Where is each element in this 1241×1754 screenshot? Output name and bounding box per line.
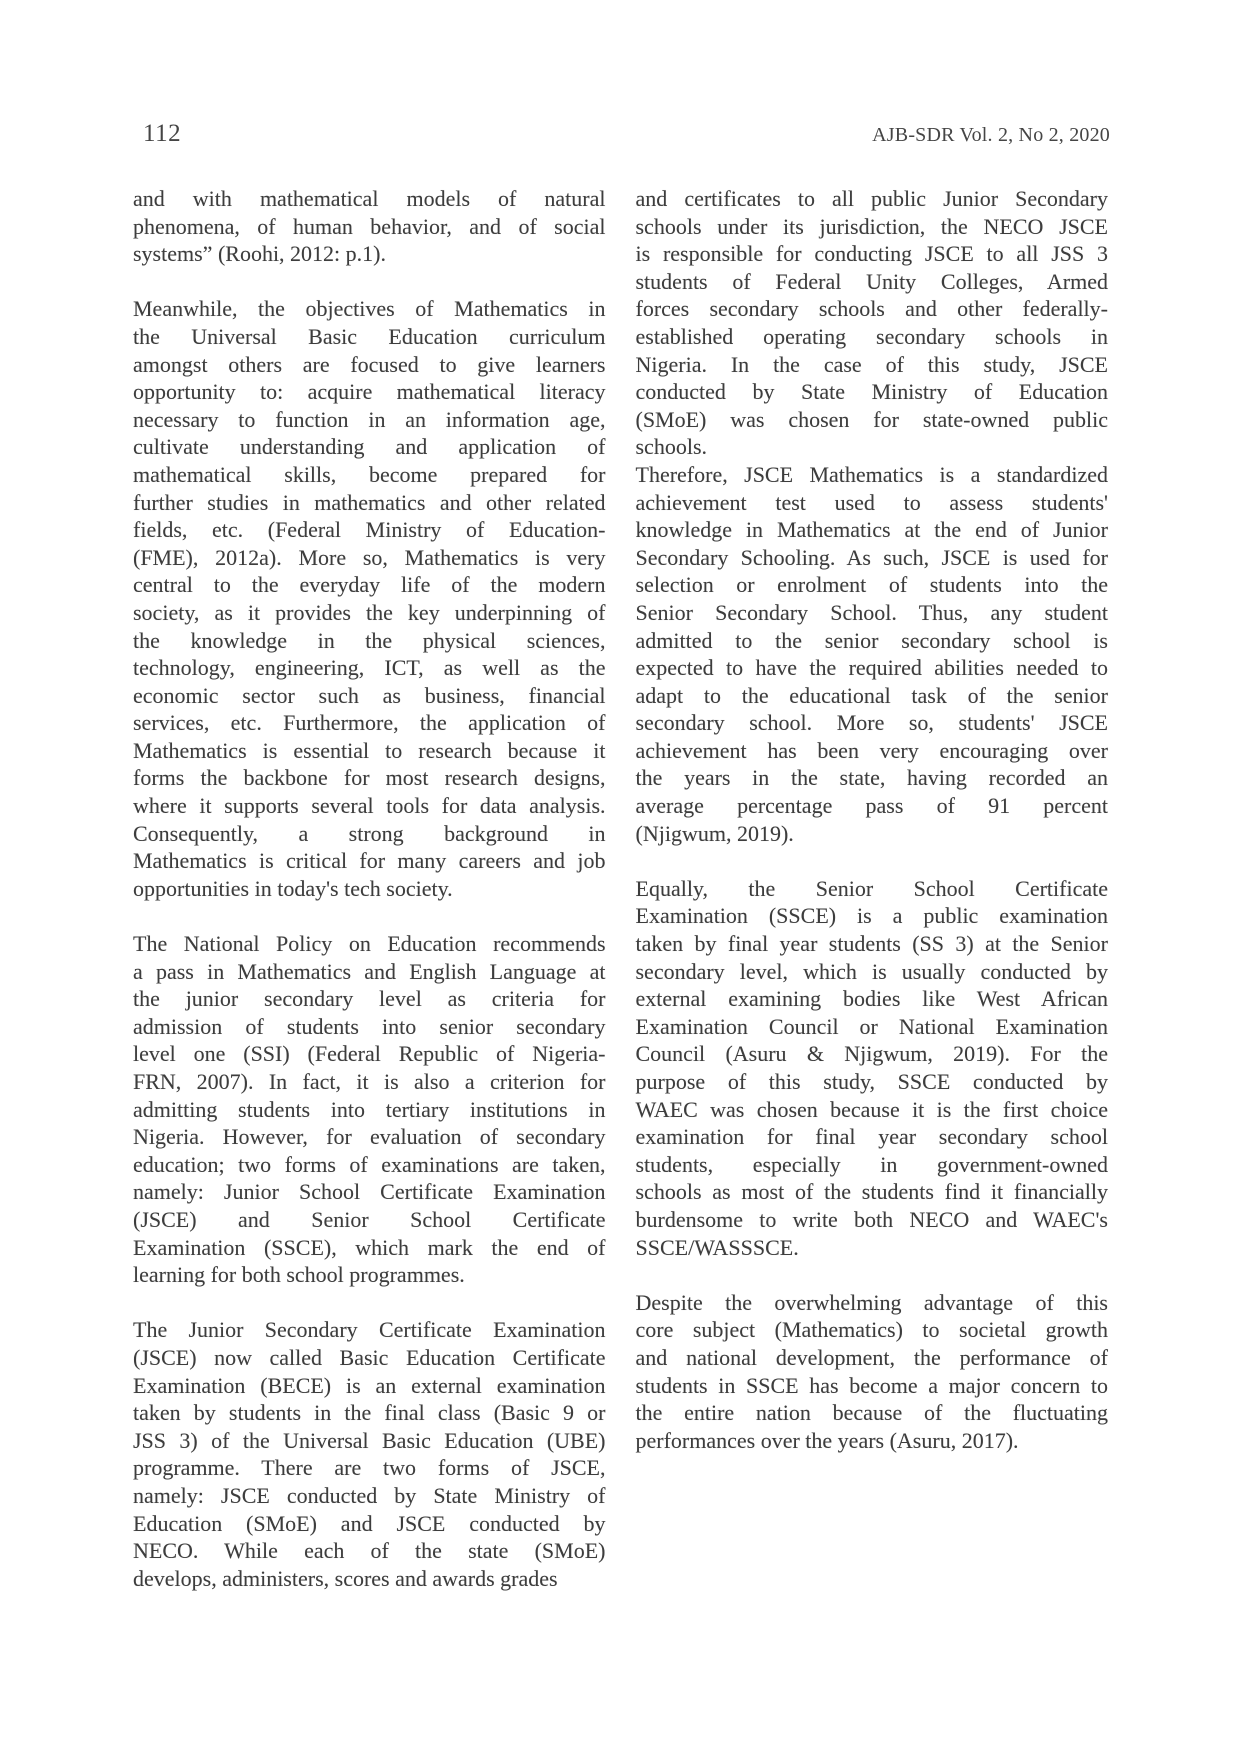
text-line: economic sector such as business, financial <box>133 682 606 708</box>
text-line: where it supports several tools for data analysis. <box>133 793 606 819</box>
text-line: schools under its jurisdiction, the NECO JSCE <box>635 213 1108 239</box>
text-line: achievement test used to assess students' <box>635 489 1108 515</box>
text-line: Council (Asuru & Njigwum, 2019). For the <box>635 1041 1108 1067</box>
text-line: admitted to the senior secondary school is <box>635 627 1108 653</box>
text-line: mathematical skills, become prepared for <box>133 461 606 487</box>
text-line: examination for final year secondary school <box>635 1124 1108 1150</box>
text-line: FRN, 2007). In fact, it is also a criterion for <box>133 1069 606 1094</box>
text-line: Examination (BECE) is an external examination <box>133 1372 606 1398</box>
text-line: necessary to function in an information age, <box>133 406 606 432</box>
text-line: learning for both school programmes. <box>133 1262 465 1288</box>
text-line: Mathematics is essential to research because it <box>133 737 606 763</box>
text-line: established operating secondary schools in <box>635 323 1108 349</box>
text-line: external examining bodies like West African <box>635 986 1108 1012</box>
text-line: schools. <box>635 434 707 460</box>
text-line: The National Policy on Education recommends <box>133 931 606 957</box>
text-line: amongst others are focused to give learners <box>133 351 606 377</box>
text-line: adapt to the educational task of the senior <box>635 682 1108 708</box>
text-line: Examination Council or National Examination <box>635 1013 1108 1039</box>
text-line: namely: Junior School Certificate Examination <box>133 1179 606 1205</box>
text-line: Examination (SSCE) is a public examination <box>635 903 1108 929</box>
text-line: forms the backbone for most research designs, <box>133 765 606 791</box>
text-line: central to the everyday life of the modern <box>133 572 606 598</box>
text-line: Equally, the Senior School Certificate <box>635 875 1108 901</box>
text-line: (JSCE) now called Basic Education Certificate <box>133 1344 606 1370</box>
text-line: education; two forms of examinations are taken, <box>133 1151 606 1177</box>
text-line: purpose of this study, SSCE conducted by <box>635 1069 1108 1094</box>
paragraph <box>133 185 606 268</box>
text-line: (FME), 2012a). More so, Mathematics is very <box>133 544 606 570</box>
page-number: 112 <box>143 120 182 147</box>
text-line: and national development, the performance of <box>635 1344 1108 1370</box>
text-line: Therefore, JSCE Mathematics is a standardized <box>635 461 1108 487</box>
text-line: cultivate understanding and application of <box>133 434 606 460</box>
text-line: phenomena, of human behavior, and of social <box>133 213 606 239</box>
text-line: develops, administers, scores and awards grades <box>133 1565 558 1591</box>
text-line: Meanwhile, the objectives of Mathematics in <box>133 296 606 322</box>
article-body <box>133 185 1108 1592</box>
text-line: WAEC was chosen because it is the first choice <box>635 1096 1108 1122</box>
text-line: admitting students into tertiary institutions in <box>133 1096 606 1122</box>
text-line: Examination (SSCE), which mark the end of <box>133 1234 606 1260</box>
text-line: systems” (Roohi, 2012: p.1). <box>133 241 386 267</box>
text-line: students in SSCE has become a major concern to <box>635 1372 1108 1398</box>
text-line: Nigeria. In the case of this study, JSCE <box>635 351 1108 377</box>
left-column <box>133 185 606 1592</box>
paragraph <box>636 185 1109 461</box>
text-line: and with mathematical models of natural <box>133 186 606 211</box>
text-line: (Njigwum, 2019). <box>635 820 794 846</box>
journal-reference: AJB-SDR Vol. 2, No 2, 2020 <box>872 124 1110 146</box>
text-line: the junior secondary level as criteria for <box>133 986 606 1012</box>
text-line: and certificates to all public Junior Secondary <box>635 186 1108 211</box>
text-line: secondary level, which is usually conducted by <box>635 958 1108 984</box>
text-line: secondary school. More so, students' JSCE <box>635 710 1108 736</box>
text-line: schools as most of the students find it financially <box>635 1179 1108 1205</box>
text-line: (JSCE) and Senior School Certificate <box>133 1206 606 1232</box>
paragraph <box>636 1289 1109 1455</box>
page-header <box>143 120 1110 148</box>
text-line: programme. There are two forms of JSCE, <box>133 1455 606 1481</box>
text-line: taken by students in the final class (Basic 9 or <box>133 1400 606 1426</box>
text-line: fields, etc. (Federal Ministry of Education- <box>133 517 606 543</box>
text-line: JSS 3) of the Universal Basic Education (UBE) <box>133 1427 606 1453</box>
text-line: opportunity to: acquire mathematical literacy <box>133 379 606 405</box>
text-line: the entire nation because of the fluctuating <box>635 1400 1108 1426</box>
text-line: Mathematics is critical for many careers and job <box>133 848 606 874</box>
text-line: technology, engineering, ICT, as well as the <box>133 655 606 681</box>
text-line: burdensome to write both NECO and WAEC's <box>635 1206 1108 1232</box>
text-line: expected to have the required abilities needed to <box>635 655 1108 681</box>
text-line: admission of students into senior secondary <box>133 1013 606 1039</box>
text-line: NECO. While each of the state (SMoE) <box>133 1538 606 1564</box>
text-line: services, etc. Furthermore, the application of <box>133 710 606 736</box>
text-line: Consequently, a strong background in <box>133 820 606 846</box>
text-line: Nigeria. However, for evaluation of secondary <box>133 1124 606 1150</box>
text-line: knowledge in Mathematics at the end of Junior <box>635 517 1108 543</box>
paragraph <box>636 461 1109 847</box>
text-line: further studies in mathematics and other related <box>133 489 606 515</box>
text-line: achievement has been very encouraging over <box>635 737 1108 763</box>
text-line: the knowledge in the physical sciences, <box>133 627 606 653</box>
paragraph <box>133 295 606 902</box>
text-line: students, especially in government-owned <box>635 1151 1108 1177</box>
text-line: The Junior Secondary Certificate Examination <box>133 1317 606 1343</box>
text-line: average percentage pass of 91 percent <box>635 793 1108 819</box>
text-line: a pass in Mathematics and English Language at <box>133 958 606 984</box>
paragraph <box>133 1316 606 1592</box>
right-column <box>636 185 1109 1592</box>
text-line: society, as it provides the key underpinning of <box>133 599 606 625</box>
text-line: the years in the state, having recorded an <box>635 765 1108 791</box>
text-line: level one (SSI) (Federal Republic of Nigeria- <box>133 1041 606 1067</box>
text-line: Despite the overwhelming advantage of this <box>635 1289 1108 1315</box>
text-line: conducted by State Ministry of Education <box>635 379 1108 405</box>
text-line: Education (SMoE) and JSCE conducted by <box>133 1510 606 1536</box>
text-line: namely: JSCE conducted by State Ministry of <box>133 1482 606 1508</box>
text-line: Secondary Schooling. As such, JSCE is used for <box>635 544 1108 570</box>
text-line: opportunities in today's tech society. <box>133 875 453 901</box>
text-line: students of Federal Unity Colleges, Armed <box>635 268 1108 294</box>
text-line: performances over the years (Asuru, 2017). <box>635 1427 1019 1453</box>
text-line: Senior Secondary School. Thus, any student <box>635 599 1108 625</box>
text-line: (SMoE) was chosen for state-owned public <box>635 406 1108 432</box>
paragraph <box>636 875 1109 1261</box>
text-line: selection or enrolment of students into the <box>635 572 1108 598</box>
text-line: core subject (Mathematics) to societal growth <box>635 1317 1108 1343</box>
text-line: SSCE/WASSSCE. <box>635 1234 799 1260</box>
text-line: is responsible for conducting JSCE to all JSS 3 <box>635 241 1108 267</box>
text-line: forces secondary schools and other federally- <box>635 296 1108 322</box>
paragraph <box>133 930 606 1289</box>
text-line: the Universal Basic Education curriculum <box>133 323 606 349</box>
text-line: taken by final year students (SS 3) at the Senior <box>635 931 1108 957</box>
